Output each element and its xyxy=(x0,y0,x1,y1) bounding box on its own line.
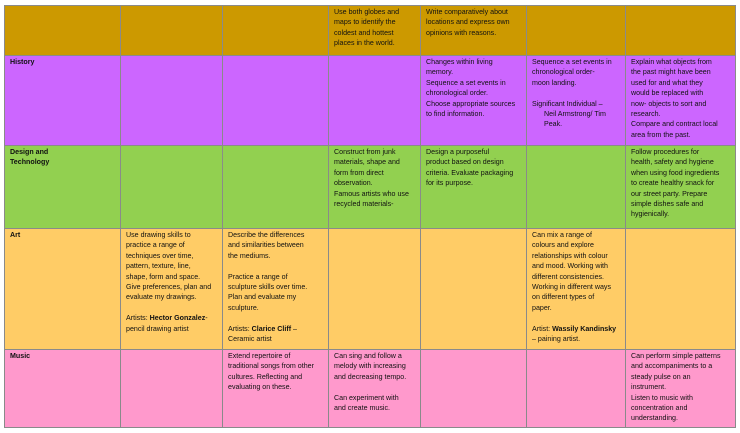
text-line: Can experiment with xyxy=(334,393,399,402)
artist-line xyxy=(532,324,621,334)
cell-dt-c4 xyxy=(329,146,421,229)
text-line: melody with increasing xyxy=(334,362,406,371)
text-line: simple dishes safe and xyxy=(631,200,704,209)
text-line: Compare and contract local xyxy=(631,120,718,129)
text-line: Describe the differences xyxy=(228,231,305,239)
cell-geography-c2 xyxy=(121,6,223,56)
text-line: when using food ingredients xyxy=(631,168,720,177)
text-line: now- objects to sort and xyxy=(631,99,707,108)
text-line: to create healthy snack for xyxy=(631,179,715,188)
text-line: recycled materials- xyxy=(334,200,394,209)
cell-music-c5 xyxy=(421,350,527,428)
cell-geography-c6 xyxy=(527,6,626,56)
cell-art-c3 xyxy=(223,229,329,350)
artist-suffix: - xyxy=(205,314,208,323)
cell-history-c6 xyxy=(527,56,626,146)
cell-geography-c3 xyxy=(223,6,329,56)
artist-name: Hector Gonzalez xyxy=(149,314,206,323)
text-line: Listen to music with xyxy=(631,393,693,402)
text-line: Significant Individual – xyxy=(532,99,603,108)
text-line: shape, form and space. xyxy=(126,272,201,281)
text-line: Plan and evaluate my xyxy=(228,293,297,302)
text-line: sculpture skills over time. xyxy=(228,283,308,292)
text-line: moon landing. xyxy=(532,78,577,87)
cell-music-c7 xyxy=(626,350,736,428)
artist-name: Clarice Cliff xyxy=(251,324,292,333)
text-line: on different types of xyxy=(532,293,595,302)
artist-name: Wassily Kandinsky xyxy=(552,324,617,333)
cell-art-c7 xyxy=(626,229,736,350)
text-line: and create music. xyxy=(334,404,390,413)
text-line: our street party. Prepare xyxy=(631,189,708,198)
text-line: sculpture. xyxy=(228,303,259,312)
text-line: Can sing and follow a xyxy=(334,352,402,360)
cell-dt-c3 xyxy=(223,146,329,229)
text-line: traditional songs from other xyxy=(228,362,314,371)
cell-art-c5 xyxy=(421,229,527,350)
row-design-technology xyxy=(5,146,736,229)
text-line: Give preferences, plan and xyxy=(126,283,212,292)
artist-suffix: – xyxy=(291,324,297,333)
cell-geography-c4 xyxy=(329,6,421,56)
subject-line: Technology xyxy=(10,158,50,167)
cell-art-c6 xyxy=(527,229,626,350)
text-line: for its purpose. xyxy=(426,179,473,188)
text-line: Design a purposeful xyxy=(426,148,490,156)
text-line: Sequence a set events in xyxy=(532,58,612,66)
text-line: Explain what objects from xyxy=(631,58,712,66)
text-line: places in the world. xyxy=(334,39,395,48)
row-music xyxy=(5,350,736,428)
cell-history-c3 xyxy=(223,56,329,146)
text-line: Can perform simple patterns xyxy=(631,352,721,360)
text-line: understanding. xyxy=(631,414,678,423)
cell-dt-c5 xyxy=(421,146,527,229)
text-line: opinions with reasons. xyxy=(426,28,497,37)
artist-line xyxy=(126,313,218,323)
text-line: Follow procedures for xyxy=(631,148,700,156)
cell-history-c7 xyxy=(626,56,736,146)
text-line: techniques over time, xyxy=(126,251,194,260)
text-line: and similarities between xyxy=(228,241,304,250)
text-line: evaluating on these. xyxy=(228,383,292,392)
cell-music-c2 xyxy=(121,350,223,428)
text-line: pencil drawing artist xyxy=(126,324,189,333)
text-line: maps to identify the xyxy=(334,18,396,27)
text-line: research. xyxy=(631,110,661,119)
text-line: instrument. xyxy=(631,383,667,392)
text-line: Write comparatively about xyxy=(426,8,508,16)
cell-music-c3 xyxy=(223,350,329,428)
text-line: form from direct xyxy=(334,168,384,177)
text-line: area from the past. xyxy=(631,130,691,139)
text-line: the mediums. xyxy=(228,251,271,260)
text-line: practice a range of xyxy=(126,241,185,250)
text-line: product based on design xyxy=(426,158,504,167)
subject-line: Design and xyxy=(10,148,49,156)
text-line: Construct from junk xyxy=(334,148,396,156)
text-line: chronological order. xyxy=(426,89,488,98)
text-line: and mood. Working with xyxy=(532,262,608,271)
text-line: Famous artists who use xyxy=(334,189,409,198)
text-line: Use drawing skills to xyxy=(126,231,191,239)
cell-dt-c7 xyxy=(626,146,736,229)
text-line: Ceramic artist xyxy=(228,335,272,344)
text-line: Changes within living xyxy=(426,58,493,66)
text-line: pattern, texture, line, xyxy=(126,262,191,271)
cell-history-c5 xyxy=(421,56,527,146)
text-line: relationships with colour xyxy=(532,251,608,260)
text-line: Neil Armstrong/ Tim Peak. xyxy=(544,110,606,129)
text-line: paper. xyxy=(532,303,552,312)
curriculum-table xyxy=(4,5,736,428)
text-line: used for and what they xyxy=(631,78,703,87)
cell-dt-c2 xyxy=(121,146,223,229)
row-art xyxy=(5,229,736,350)
cell-history-c2 xyxy=(121,56,223,146)
text-line: would be replaced with xyxy=(631,89,704,98)
artist-prefix: Artists: xyxy=(126,314,150,323)
artist-prefix: Artists: xyxy=(228,324,252,333)
text-line: concentration and xyxy=(631,404,688,413)
cell-music-c6 xyxy=(527,350,626,428)
text-line: materials, shape and xyxy=(334,158,400,167)
row-geography xyxy=(5,6,736,56)
text-line: coldest and hottest xyxy=(334,28,394,37)
cell-history-c4 xyxy=(329,56,421,146)
text-line: steady pulse on an xyxy=(631,372,691,381)
cell-art-c2 xyxy=(121,229,223,350)
text-line: criteria. Evaluate packaging xyxy=(426,168,514,177)
subject-history: History xyxy=(5,56,121,146)
text-line: Working in different ways xyxy=(532,283,611,292)
text-line: different consistencies. xyxy=(532,272,605,281)
artist-prefix: Artist: xyxy=(532,324,553,333)
text-line: and decreasing tempo. xyxy=(334,372,407,381)
cell-geography-c7 xyxy=(626,6,736,56)
text-line: chronological order- xyxy=(532,68,595,77)
text-line: Sequence a set events in xyxy=(426,78,506,87)
text-line: the past might have been xyxy=(631,68,711,77)
text-line: observation. xyxy=(334,179,373,188)
cell-geography-c5 xyxy=(421,6,527,56)
text-line: cultures. Reflecting and xyxy=(228,372,303,381)
cell-art-c4 xyxy=(329,229,421,350)
text-line: to find information. xyxy=(426,110,485,119)
artist-line xyxy=(228,324,324,334)
text-line: memory. xyxy=(426,68,454,77)
row-history xyxy=(5,56,736,146)
text-line: Practice a range of xyxy=(228,272,288,281)
cell-dt-c6 xyxy=(527,146,626,229)
subject-art: Art xyxy=(5,229,121,350)
text-line: health, safety and hygiene xyxy=(631,158,714,167)
text-line: Can mix a range of xyxy=(532,231,592,239)
text-line: colours and explore xyxy=(532,241,594,250)
text-line: locations and express own xyxy=(426,18,510,27)
text-line: Extend repertoire of xyxy=(228,352,291,360)
cell-music-c4 xyxy=(329,350,421,428)
text-line: Use both globes and xyxy=(334,8,400,16)
text-line: evaluate my drawings. xyxy=(126,293,197,302)
text-line: Choose appropriate sources xyxy=(426,99,516,108)
text-line: and accompaniments to a xyxy=(631,362,713,371)
subject-design-technology xyxy=(5,146,121,229)
text-line: – paining artist. xyxy=(532,335,581,344)
subject-music: Music xyxy=(5,350,121,428)
text-line: hygienically. xyxy=(631,210,670,219)
cell-geography-subject xyxy=(5,6,121,56)
